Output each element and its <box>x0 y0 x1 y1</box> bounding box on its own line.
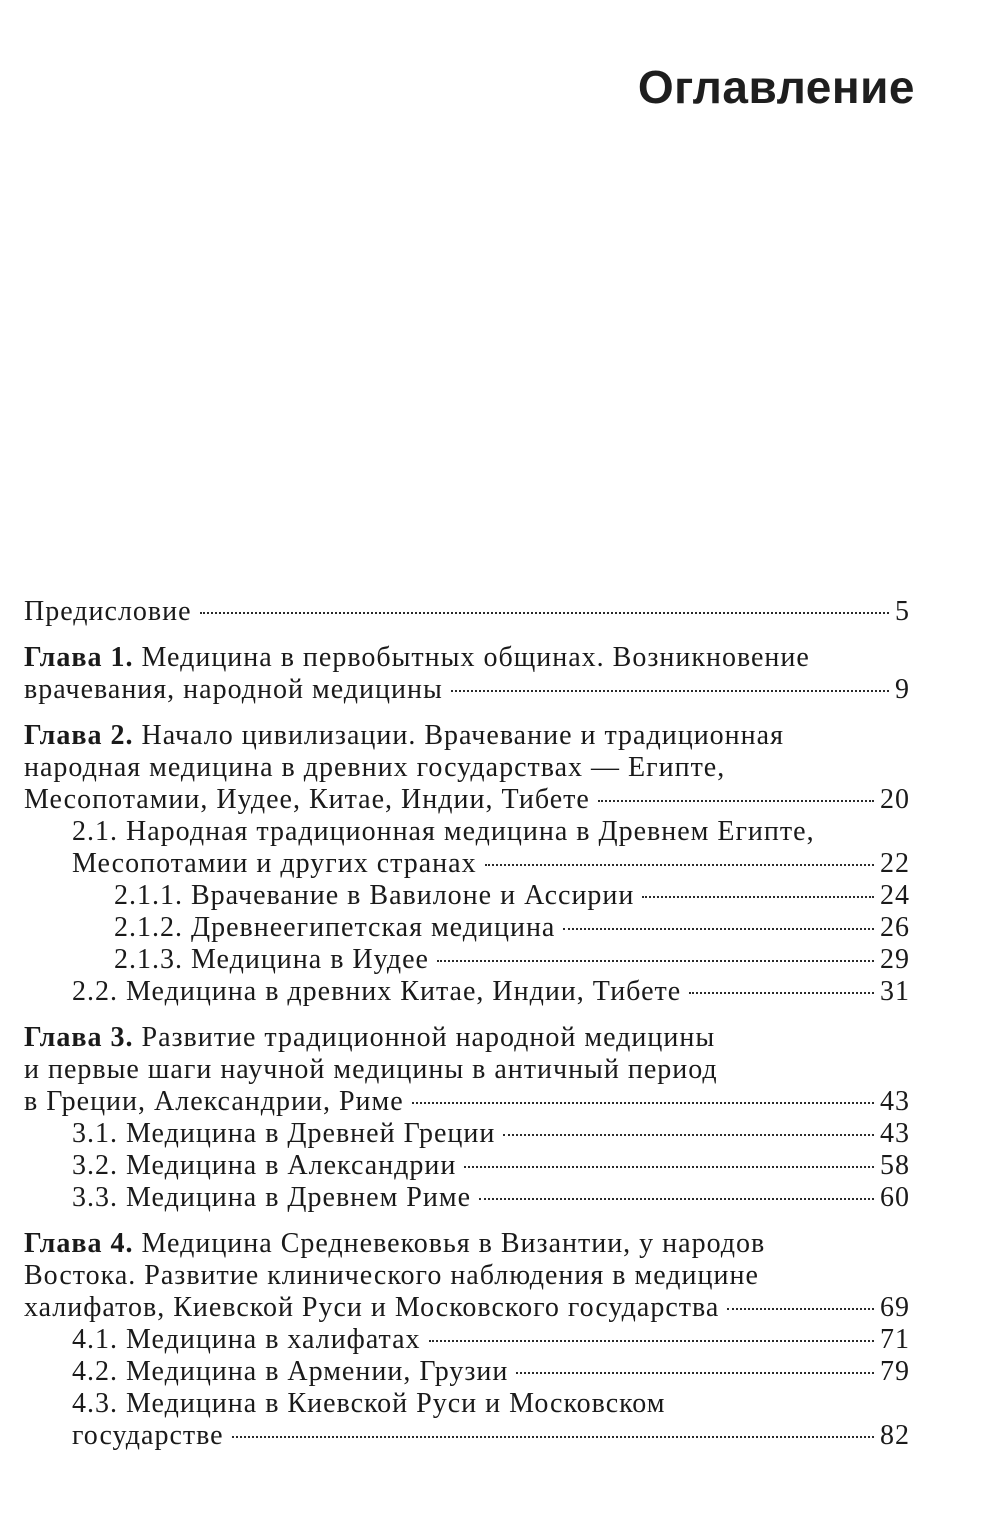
toc-entry-chapter-3[interactable] <box>24 1022 910 1214</box>
dot-leader <box>412 1102 874 1104</box>
dot-leader <box>451 690 889 692</box>
toc-entry-section-2-1-2[interactable] <box>24 912 910 944</box>
dot-leader <box>503 1134 874 1136</box>
dot-leader <box>429 1340 874 1342</box>
toc-row <box>24 1086 910 1118</box>
dot-leader <box>689 992 874 994</box>
chapter-label: Глава 2. <box>24 720 134 751</box>
page-number: 26 <box>880 912 910 943</box>
chapter-title-line: Медицина Средневековья в Византии, у народов <box>141 1228 766 1259</box>
page-number: 9 <box>895 674 910 705</box>
section-title-line: государстве <box>72 1420 224 1451</box>
toc-line <box>24 1228 910 1260</box>
toc-row <box>72 848 910 880</box>
chapter-title-line: Развитие традиционной народной медицины <box>141 1022 716 1053</box>
page-number: 71 <box>880 1324 910 1355</box>
toc-entry-section-4-2[interactable] <box>24 1356 910 1388</box>
chapter-label: Глава 1. <box>24 642 134 673</box>
toc-entry-section-3-2[interactable] <box>24 1150 910 1182</box>
toc-row <box>72 1420 910 1452</box>
chapter-title-line: Востока. Развитие клинического наблюдения в медицине <box>24 1260 759 1291</box>
toc-entry-section-2-1-1[interactable] <box>24 880 910 912</box>
table-of-contents <box>24 596 910 1452</box>
page-number: 79 <box>880 1356 910 1387</box>
chapter-title-line: и первые шаги научной медицины в античный период <box>24 1054 718 1085</box>
section-title: 2.1.3. Медицина в Иудее <box>114 944 429 975</box>
toc-entry-section-3-1[interactable] <box>24 1118 910 1150</box>
toc-entry-section-3-3[interactable] <box>24 1182 910 1214</box>
toc-entry-chapter-4[interactable] <box>24 1228 910 1452</box>
section-title-line: Месопотамии и других странах <box>72 848 477 879</box>
page-number: 43 <box>880 1086 910 1117</box>
dot-leader <box>598 800 874 802</box>
toc-line <box>24 720 910 752</box>
chapter-title-line: народная медицина в древних государствах — Египте, <box>24 752 726 783</box>
dot-leader <box>232 1436 874 1438</box>
section-title: 4.1. Медицина в халифатах <box>72 1324 421 1355</box>
toc-row <box>24 674 910 706</box>
dot-leader <box>563 928 874 930</box>
page-title: Оглавление <box>637 61 915 113</box>
dot-leader <box>200 612 889 614</box>
section-title: 2.2. Медицина в древних Китае, Индии, Тибете <box>72 976 682 1007</box>
toc-row <box>24 1292 910 1324</box>
toc-line <box>24 1022 910 1054</box>
dot-leader <box>479 1198 874 1200</box>
page-number: 43 <box>880 1118 910 1149</box>
toc-entry-section-2-2[interactable] <box>24 976 910 1008</box>
dot-leader <box>485 864 874 866</box>
dot-leader <box>642 896 874 898</box>
toc-row <box>24 784 910 816</box>
chapter-title-line: в Греции, Александрии, Риме <box>24 1086 404 1117</box>
toc-entry-section-2-1[interactable] <box>24 816 910 880</box>
chapter-title-line: врачевания, народной медицины <box>24 674 443 705</box>
toc-line <box>24 642 910 674</box>
page-number: 24 <box>880 880 910 911</box>
page-number: 29 <box>880 944 910 975</box>
page-number: 5 <box>895 596 910 627</box>
page-number: 82 <box>880 1420 910 1451</box>
toc-entry-section-4-3[interactable] <box>24 1388 910 1452</box>
chapter-title-line: Месопотамии, Иудее, Китае, Индии, Тибете <box>24 784 590 815</box>
section-title-line: 4.3. Медицина в Киевской Руси и Московском <box>72 1388 666 1419</box>
toc-row <box>24 596 910 628</box>
toc-entry-section-2-1-3[interactable] <box>24 944 910 976</box>
toc-entry-section-4-1[interactable] <box>24 1324 910 1356</box>
dot-leader <box>464 1166 874 1168</box>
section-title: 3.2. Медицина в Александрии <box>72 1150 457 1181</box>
section-title-line: 2.1. Народная традиционная медицина в Древнем Египте, <box>72 816 815 847</box>
section-title: 2.1.2. Древнеегипетская медицина <box>114 912 556 943</box>
chapter-label: Глава 3. <box>24 1022 134 1053</box>
dot-leader <box>437 960 874 962</box>
page-number: 60 <box>880 1182 910 1213</box>
page-number: 22 <box>880 848 910 879</box>
section-title: 4.2. Медицина в Армении, Грузии <box>72 1356 509 1387</box>
chapter-title-line: халифатов, Киевской Руси и Московского государства <box>24 1292 720 1323</box>
chapter-label: Глава 4. <box>24 1228 134 1259</box>
page-number: 31 <box>880 976 910 1007</box>
dot-leader <box>516 1372 874 1374</box>
page-number: 20 <box>880 784 910 815</box>
toc-entry-preface[interactable] <box>24 596 910 628</box>
toc-entry-chapter-1[interactable] <box>24 642 910 706</box>
section-title: 3.3. Медицина в Древнем Риме <box>72 1182 471 1213</box>
toc-entry-chapter-2[interactable] <box>24 720 910 1008</box>
page-number: 58 <box>880 1150 910 1181</box>
chapter-title-line: Медицина в первобытных общинах. Возникновение <box>141 642 810 673</box>
section-title: 3.1. Медицина в Древней Греции <box>72 1118 496 1149</box>
page-number: 69 <box>880 1292 910 1323</box>
chapter-title-line: Начало цивилизации. Врачевание и традиционная <box>141 720 784 751</box>
toc-entry-title: Предисловие <box>24 596 192 627</box>
dot-leader <box>727 1308 874 1310</box>
section-title: 2.1.1. Врачевание в Вавилоне и Ассирии <box>114 880 635 911</box>
